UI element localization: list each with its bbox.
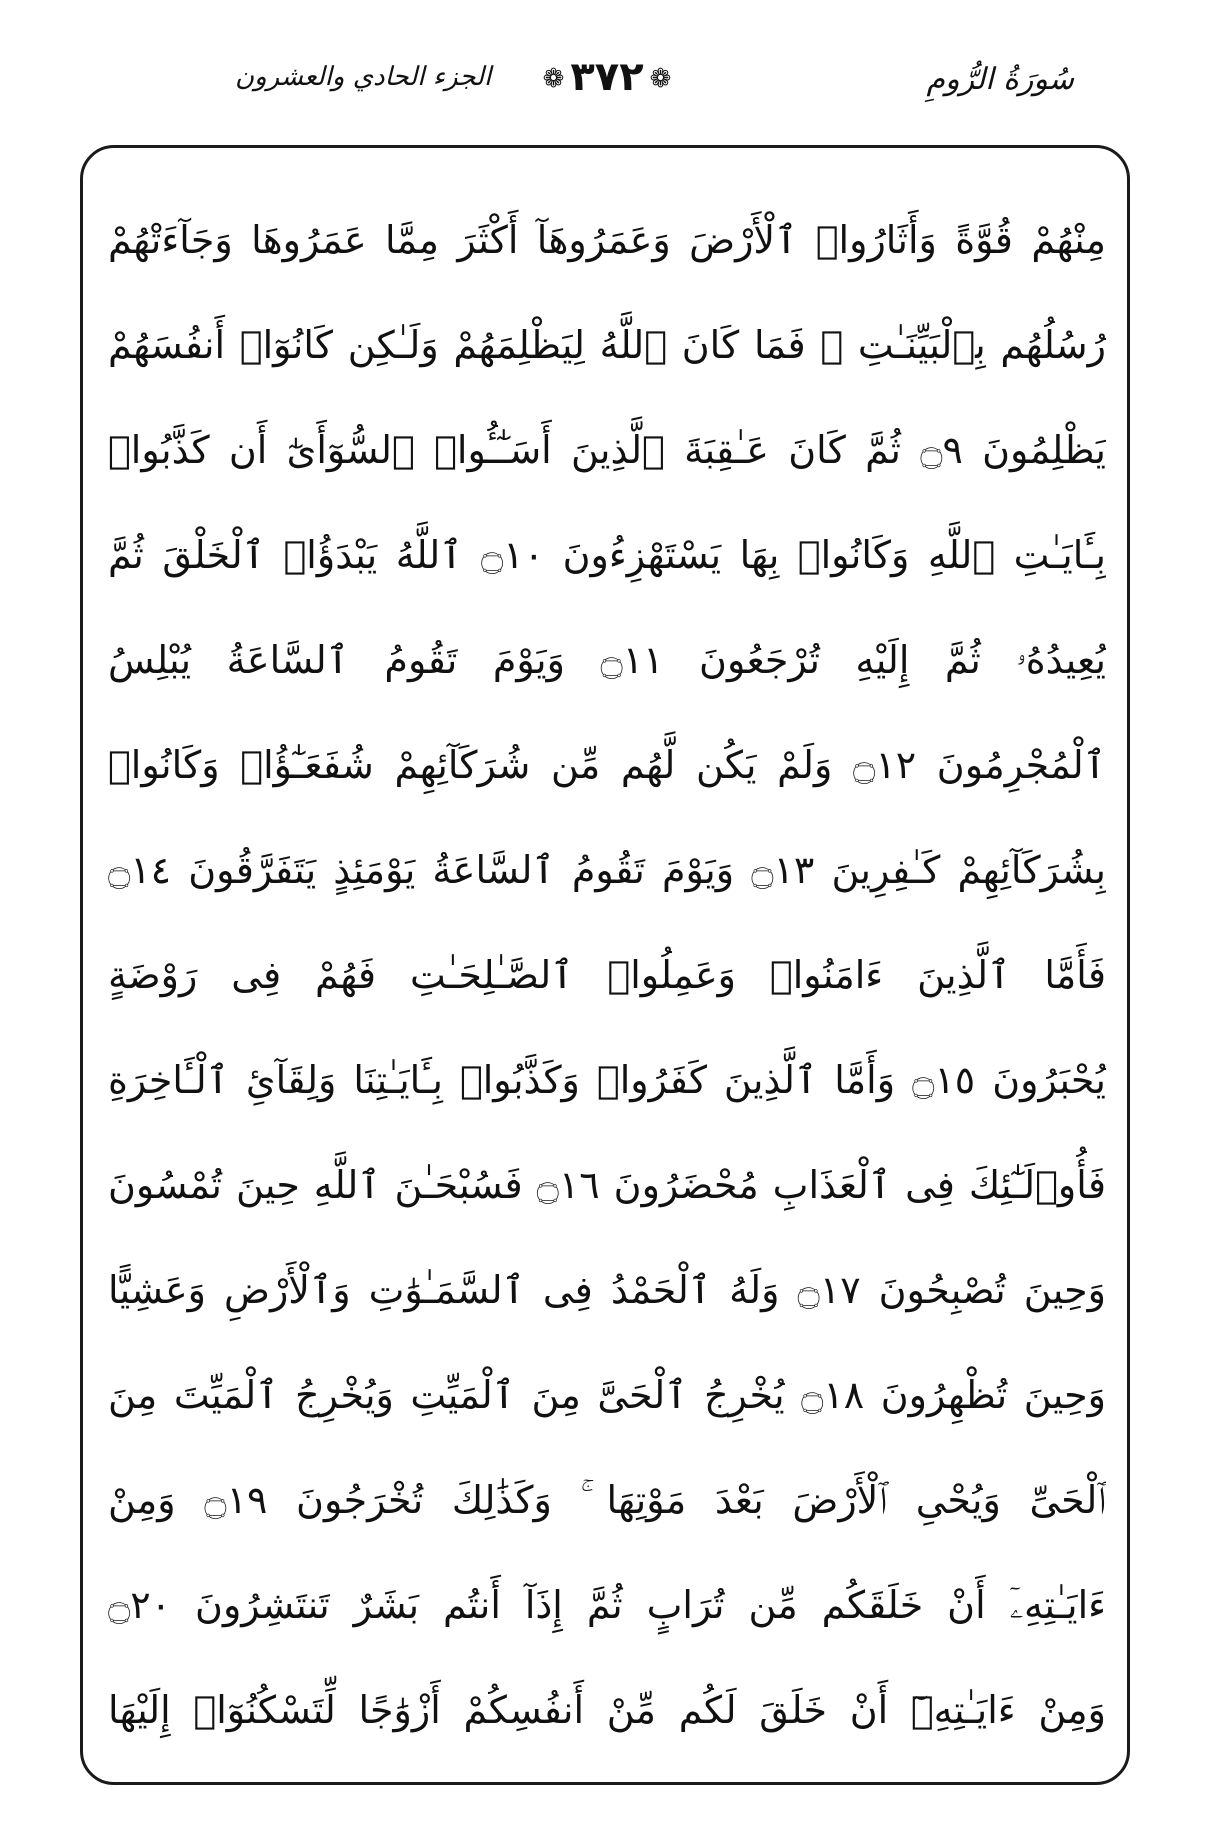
verse-text-block (108, 190, 1106, 1760)
verse-line-9: يُحْبَرُونَ ۝١٥ وَأَمَّا ٱلَّذِينَ كَفَرُوا۟ وَكَذَّبُوا۟ بِـَٔايَـٰتِنَا وَلِقَآئِ ٱلْـَٔاخِرَةِ (108, 1058, 1106, 1102)
page-number-text: ٣٧٢ (570, 54, 644, 100)
verse-line-5: يُعِيدُهُۥ ثُمَّ إِلَيْهِ تُرْجَعُونَ ۝١١ وَيَوْمَ تَقُومُ ٱلسَّاعَةُ يُبْلِسُ (108, 638, 1106, 682)
verse-line-14: ءَايَـٰتِهِۦٓ أَنْ خَلَقَكُم مِّن تُرَابٍ ثُمَّ إِذَآ أَنتُم بَشَرٌ تَنتَشِرُونَ ۝٢٠ (108, 1583, 1106, 1627)
verse-line-10: فَأُو۟لَـٰٓئِكَ فِى ٱلْعَذَابِ مُحْضَرُونَ ۝١٦ فَسُبْحَـٰنَ ٱللَّهِ حِينَ تُمْسُونَ (108, 1163, 1106, 1207)
page-number (0, 54, 1214, 100)
ornament-left-icon: ❁ (542, 64, 565, 94)
verse-line-2: رُسُلُهُم بِٱلْبَيِّنَـٰتِ ۖ فَمَا كَانَ ٱللَّهُ لِيَظْلِمَهُمْ وَلَـٰكِن كَانُوٓا۟ أَنفُسَهُمْ (108, 323, 1106, 367)
verse-line-12: وَحِينَ تُظْهِرُونَ ۝١٨ يُخْرِجُ ٱلْحَىَّ مِنَ ٱلْمَيِّتِ وَيُخْرِجُ ٱلْمَيِّتَ مِنَ (108, 1373, 1106, 1417)
surah-name: سُورَةُ الرُّومِ (926, 62, 1074, 97)
juz-name: الجزء الحادي والعشرون (235, 62, 492, 92)
verse-line-7: بِشُرَكَآئِهِمْ كَـٰفِرِينَ ۝١٣ وَيَوْمَ تَقُومُ ٱلسَّاعَةُ يَوْمَئِذٍ يَتَفَرَّقُونَ ۝١٤ (108, 848, 1106, 892)
verse-line-4: بِـَٔايَـٰتِ ٱللَّهِ وَكَانُوا۟ بِهَا يَسْتَهْزِءُونَ ۝١٠ ٱللَّهُ يَبْدَؤُا۟ ٱلْخَلْقَ ثُمَّ (108, 533, 1106, 577)
page-header (0, 42, 1214, 132)
ornament-right-icon: ❁ (649, 64, 672, 94)
verse-line-1: مِنْهُمْ قُوَّةً وَأَثَارُوا۟ ٱلْأَرْضَ وَعَمَرُوهَآ أَكْثَرَ مِمَّا عَمَرُوهَا وَجَآءَتْهُمْ (108, 218, 1106, 262)
verse-line-3: يَظْلِمُونَ ۝٩ ثُمَّ كَانَ عَـٰقِبَةَ ٱلَّذِينَ أَسَـٰٓـُٔوا۟ ٱلسُّوٓأَىٰٓ أَن كَذَّبُوا۟ (108, 428, 1106, 472)
verse-line-15: وَمِنْ ءَايَـٰتِهِۦٓ أَنْ خَلَقَ لَكُم مِّنْ أَنفُسِكُمْ أَزْوَٰجًا لِّتَسْكُنُوٓا۟ إِلَيْهَا (108, 1688, 1106, 1732)
verse-line-13: ٱلْحَىِّ وَيُحْىِ ٱلْأَرْضَ بَعْدَ مَوْتِهَا ۚ وَكَذَٰلِكَ تُخْرَجُونَ ۝١٩ وَمِنْ (108, 1478, 1106, 1522)
verse-line-8: فَأَمَّا ٱلَّذِينَ ءَامَنُوا۟ وَعَمِلُوا۟ ٱلصَّـٰلِحَـٰتِ فَهُمْ فِى رَوْضَةٍ (108, 953, 1106, 997)
verse-line-6: ٱلْمُجْرِمُونَ ۝١٢ وَلَمْ يَكُن لَّهُم مِّن شُرَكَآئِهِمْ شُفَعَـٰٓؤُا۟ وَكَانُوا۟ (108, 743, 1106, 787)
verse-line-11: وَحِينَ تُصْبِحُونَ ۝١٧ وَلَهُ ٱلْحَمْدُ فِى ٱلسَّمَـٰوَٰتِ وَٱلْأَرْضِ وَعَشِيًّا (108, 1268, 1106, 1312)
